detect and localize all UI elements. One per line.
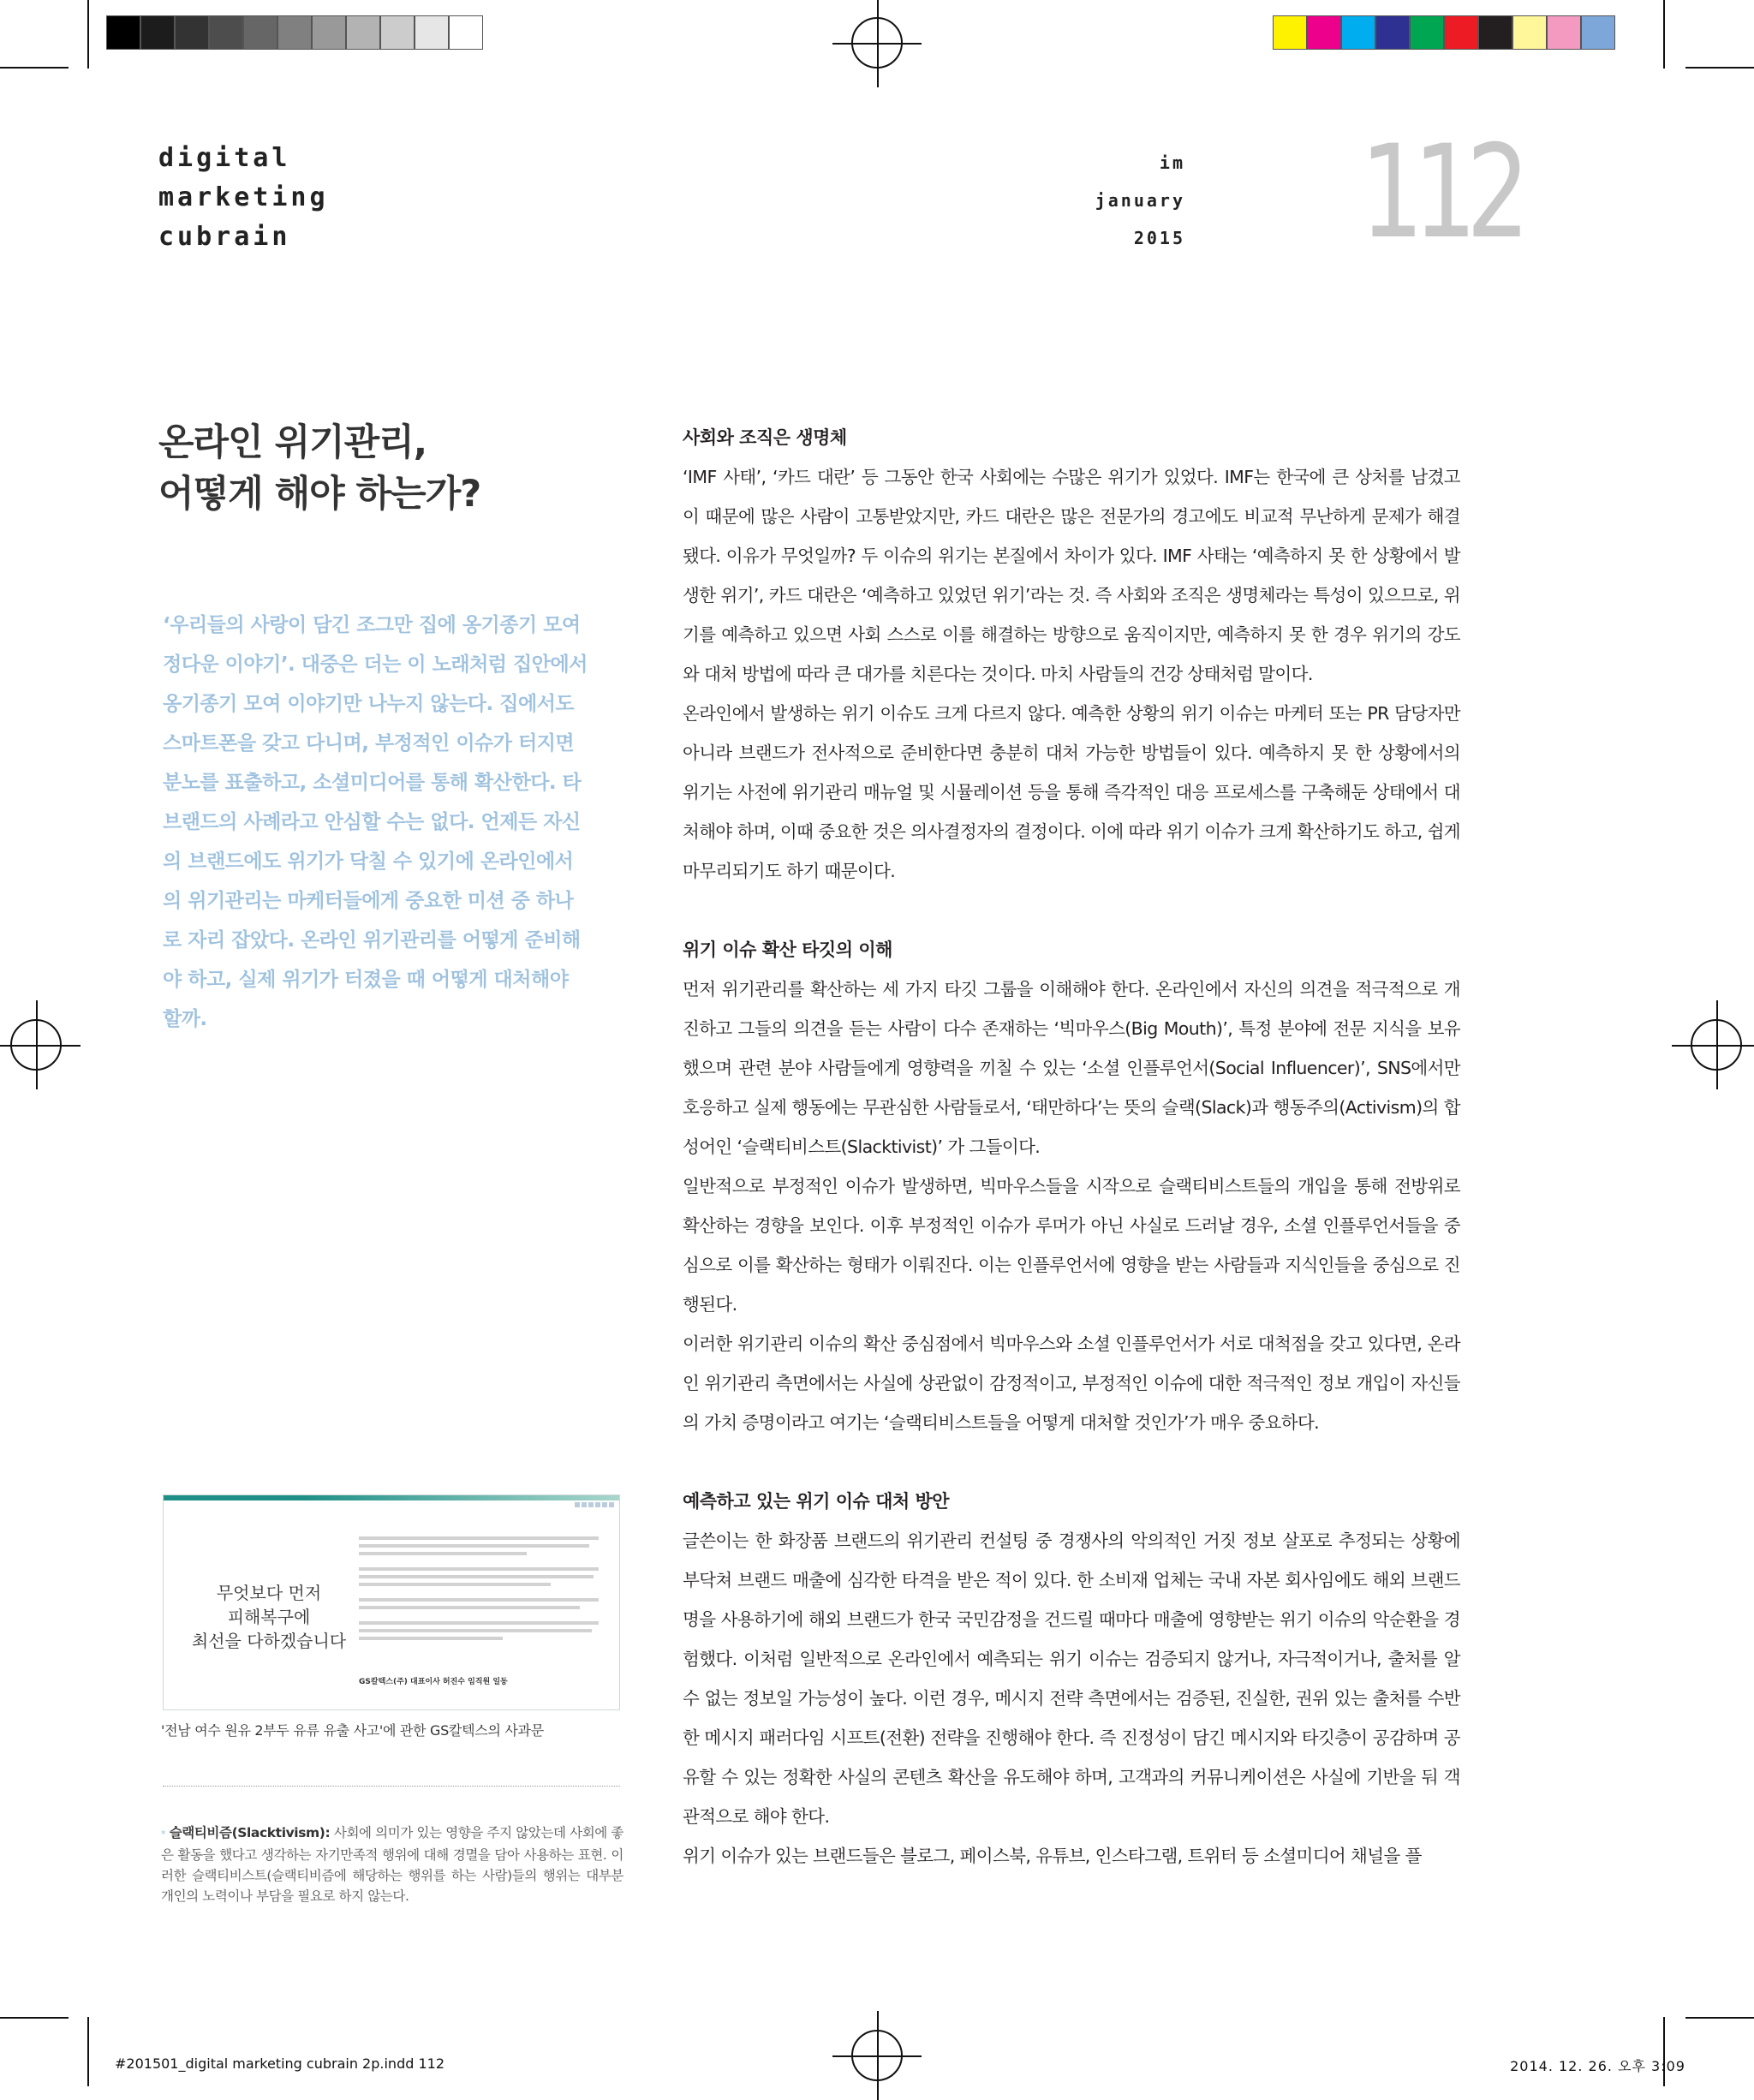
color-swatch <box>1341 15 1375 50</box>
grayscale-color-bar <box>106 15 483 50</box>
print-timestamp: 2014. 12. 26. 오후 3:09 <box>1510 2058 1685 2074</box>
color-swatch <box>1512 15 1547 50</box>
crop-mark <box>1663 2017 1665 2086</box>
color-swatch <box>1273 15 1307 50</box>
footnote-divider <box>163 1786 620 1787</box>
crop-mark <box>1685 67 1754 69</box>
headline-line: 온라인 위기관리, <box>158 421 427 464</box>
crop-mark <box>87 0 89 69</box>
apology-figure <box>163 1494 620 1710</box>
masthead-line: marketing <box>158 182 329 212</box>
color-swatch <box>312 15 346 50</box>
crop-mark <box>87 2017 89 2086</box>
figure-header-band <box>164 1495 619 1500</box>
figure-title-line: 최선을 다하겠습니다 <box>191 1631 347 1651</box>
body-paragraph: ‘IMF 사태’, ‘카드 대란’ 등 그동안 한국 사회에는 수많은 위기가 있었다. IMF는 한국에 큰 상처를 남겼고 이 때문에 많은 사람이 고통받았지만, 카드 대란은 많은 전문가의 경고에도 비교적 무난하게 문제가 해결됐다. 이유가 무엇일까? 두 이슈의 위기는 본질에서 차이가 있다. IMF 사태는 ‘예측하지 못 한 상황에서 발생한 위기’, 카드 대란은 ‘예측하고 있었던 위기’라는 것. 즉 사회와 조직은 생명체라는 특성이 있으므로, 위기를 예측하고 있으면 사회 스스로 이를 해결하는 방향으로 움직이지만, 예측하지 못 한 경우 위기의 강도와 대처 방법에 따라 큰 대가를 치른다는 것이다. 마치 사람들의 건강 상태처럼 말이다. <box>683 467 1460 684</box>
color-swatch <box>1307 15 1341 50</box>
masthead-line: cubrain <box>158 222 291 252</box>
body-paragraph: 온라인에서 발생하는 위기 이슈도 크게 다르지 않다. 예측한 상황의 위기 이슈는 마케터 또는 PR 담당자만 아니라 브랜드가 전사적으로 준비한다면 충분히 대처 가능한 방법들이 있다. 예측하지 못 한 상황에서의 위기는 사전에 위기관리 매뉴얼 및 시뮬레이션 등을 통해 즉각적인 대응 프로세스를 구축해둔 상태에서 대처해야 하며, 이때 중요한 것은 의사결정자의 결정이다. 이에 따라 위기 이슈가 크게 확산하기도 하고, 쉽게 마무리되기도 하기 때문이다. <box>683 703 1460 881</box>
footnote <box>161 1823 623 1906</box>
crop-mark <box>1663 0 1665 69</box>
figure-title-line: 무엇보다 먼저 <box>216 1583 322 1603</box>
color-swatch <box>106 15 140 50</box>
color-swatch <box>346 15 380 50</box>
color-swatch <box>1375 15 1410 50</box>
article-lead: ‘우리들의 사랑이 담긴 조그만 집에 옹기종기 모여 정다운 이야기’. 대중은 더는 이 노래처럼 집안에서 옹기종기 모여 이야기만 나누지 않는다. 집에서도 스마트폰을 갖고 다니며, 부정적인 이슈가 터지면 분노를 표출하고, 소셜미디어를 통해 확산한다. 타 브랜드의 사례라고 안심할 수는 없다. 언제든 자신의 브랜드에도 위기가 닥칠 수 있기에 온라인에서의 위기관리는 마케터들에게 중요한 미션 중 하나로 자리 잡았다. 온라인 위기관리를 어떻게 준비해야 하고, 실제 위기가 터졌을 때 어떻게 대처해야 할까. <box>163 614 588 1030</box>
file-slug: #201501_digital marketing cubrain 2p.indd 112 <box>115 2055 444 2072</box>
section-title: 사회와 조직은 생명체 <box>683 427 847 448</box>
page-number: 112 <box>1360 118 1519 267</box>
registration-mark-bottom <box>851 2030 903 2081</box>
issue-year: 2015 <box>1133 228 1185 248</box>
color-swatch <box>1410 15 1444 50</box>
article-body <box>683 418 1460 1876</box>
masthead-line: digital <box>158 143 291 173</box>
figure-body-text <box>359 1536 599 1644</box>
body-paragraph: 먼저 위기관리를 확산하는 세 가지 타깃 그룹을 이해해야 한다. 온라인에서 자신의 의견을 적극적으로 개진하고 그들의 의견을 듣는 사람이 다수 존재하는 ‘빅마우스(Big Mouth)’, 특정 분야에 전문 지식을 보유했으며 관련 분야 사람들에게 영향력을 끼칠 수 있는 ‘소셜 인플루언서(Social Influencer)’, SNS에서만 호응하고 실제 행동에는 무관심한 사람들로서, ‘태만하다’는 뜻의 슬랙(Slack)과 행동주의(Activism)의 합성어인 ‘슬랙티비스트(Slacktivist)’ 가 그들이다. <box>683 979 1460 1157</box>
color-swatch <box>277 15 312 50</box>
headline-line: 어떻게 해야 하는가? <box>158 473 481 516</box>
registration-mark-left <box>10 1019 62 1071</box>
color-swatch <box>175 15 209 50</box>
issue-magazine: im <box>1159 152 1185 173</box>
color-swatch <box>1478 15 1512 50</box>
color-swatch <box>1547 15 1581 50</box>
registration-mark-right <box>1691 1019 1742 1071</box>
footnote-marker: * <box>161 1829 166 1840</box>
color-swatch <box>449 15 483 50</box>
footnote-text: 사회에 의미가 있는 영향을 주지 않았는데 사회에 좋은 활동을 했다고 생각하는 자기만족적 행위에 대해 경멸을 담아 사용하는 표현. 이러한 슬랙티비스트(슬랙티비즘에 해당하는 행위를 하는 사람)들의 행위는 대부분 개인의 노력이나 부담을 필요로 하지 않는다. <box>161 1825 623 1904</box>
section-title: 위기 이슈 확산 타깃의 이해 <box>683 940 892 960</box>
crop-mark <box>0 67 69 69</box>
figure-pixel-decoration <box>575 1502 614 1507</box>
body-paragraph: 일반적으로 부정적인 이슈가 발생하면, 빅마우스들을 시작으로 슬랙티비스트들의 개입을 통해 전방위로 확산하는 경향을 보인다. 이후 부정적인 이슈가 루머가 아닌 사실로 드러날 경우, 소셜 인플루언서들을 중심으로 이를 확산하는 형태가 이뤄진다. 이는 인플루언서에 영향을 받는 사람들과 지식인들을 중심으로 진행된다. <box>683 1176 1460 1315</box>
figure-title-line: 피해복구에 <box>227 1607 311 1627</box>
process-color-bar <box>1273 15 1615 50</box>
color-swatch <box>209 15 243 50</box>
figure-signature: GS칼텍스(주) 대표이사 허진수 임직원 일동 <box>359 1678 508 1686</box>
figure-title <box>179 1581 359 1653</box>
color-swatch <box>140 15 175 50</box>
issue-month: january <box>1095 190 1185 211</box>
color-swatch <box>1444 15 1478 50</box>
section-title: 예측하고 있는 위기 이슈 대처 방안 <box>683 1491 950 1512</box>
masthead <box>158 139 329 257</box>
figure-caption: '전남 여수 원유 2부두 유류 유출 사고'에 관한 GS칼텍스의 사과문 <box>161 1722 544 1739</box>
body-paragraph: 위기 이슈가 있는 브랜드들은 블로그, 페이스북, 유튜브, 인스타그램, 트위터 등 소셜미디어 채널을 플 <box>683 1846 1422 1866</box>
color-swatch <box>243 15 277 50</box>
crop-mark <box>1685 2017 1754 2019</box>
color-swatch <box>380 15 415 50</box>
article-headline <box>158 417 638 520</box>
color-swatch <box>1581 15 1615 50</box>
issue-info <box>1095 144 1185 257</box>
registration-mark-top <box>851 17 903 69</box>
body-paragraph: 이러한 위기관리 이슈의 확산 중심점에서 빅마우스와 소셜 인플루언서가 서로 대척점을 갖고 있다면, 온라인 위기관리 측면에서는 사실에 상관없이 감정적이고, 부정적인 이슈에 대한 적극적인 정보 개입이 자신들의 가치 증명이라고 여기는 ‘슬랙티비스트들을 어떻게 대처할 것인가’가 매우 중요하다. <box>683 1333 1460 1433</box>
footnote-term: 슬랙티비즘(Slacktivism): <box>169 1825 331 1840</box>
color-swatch <box>415 15 449 50</box>
body-paragraph: 글쓴이는 한 화장품 브랜드의 위기관리 컨설팅 중 경쟁사의 악의적인 거짓 정보 살포로 추정되는 상황에 부닥쳐 브랜드 매출에 심각한 타격을 받은 적이 있다. 한 소비재 업체는 국내 자본 회사임에도 해외 브랜드명을 사용하기에 해외 브랜드가 한국 국민감정을 건드릴 때마다 매출에 영향받는 위기 이슈의 악순환을 경험했다. 이처럼 일반적으로 온라인에서 예측되는 위기 이슈는 검증되지 않거나, 자극적이거나, 출처를 알 수 없는 정보일 가능성이 높다. 이런 경우, 메시지 전략 측면에서는 검증된, 진실한, 권위 있는 출처를 수반한 메시지 패러다임 시프트(전환) 전략을 진행해야 한다. 즉 진정성이 담긴 메시지와 타깃층이 공감하며 공유할 수 있는 정확한 사실의 콘텐츠 확산을 유도해야 하며, 고객과의 커뮤니케이션은 사실에 기반을 둬 객관적으로 해야 한다. <box>683 1530 1460 1827</box>
crop-mark <box>0 2017 69 2019</box>
